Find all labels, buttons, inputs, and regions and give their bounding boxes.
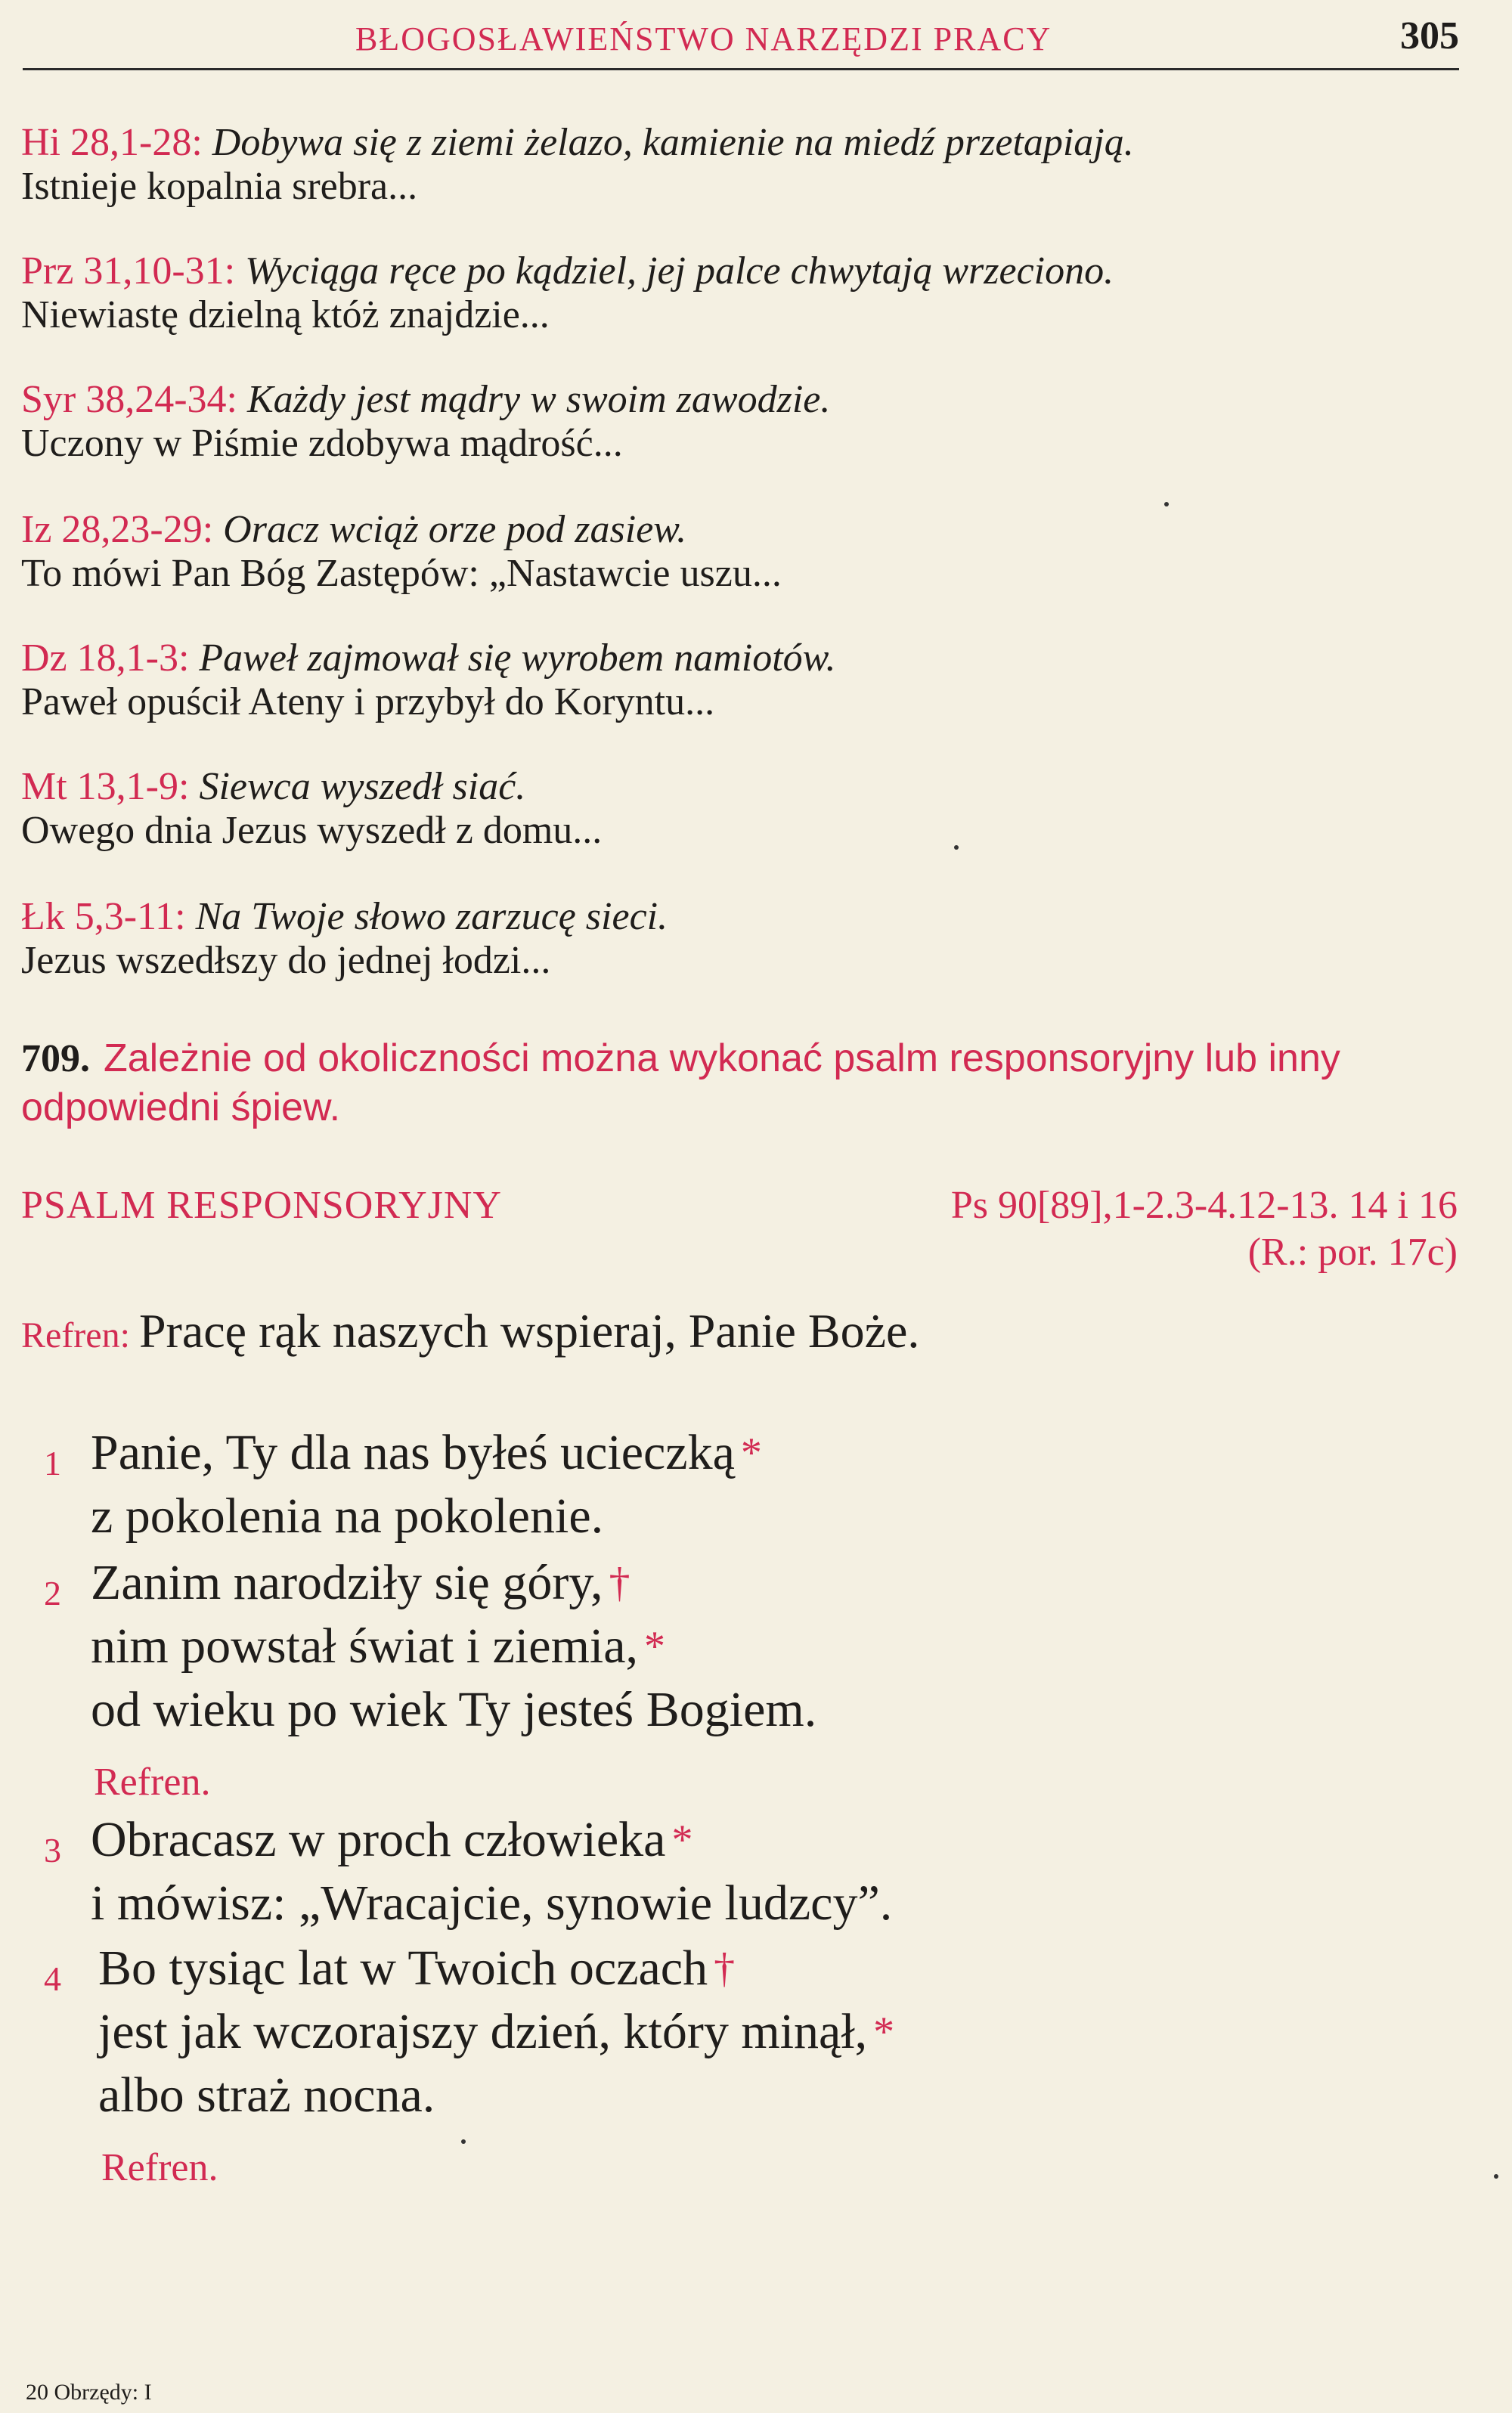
reading-item	[21, 895, 668, 983]
reading-theme: Każdy jest mądry w swoim zawodzie.	[247, 378, 831, 421]
verse-line: od wieku po wiek Ty jesteś Bogiem.	[91, 1682, 817, 1737]
reading-theme: Paweł zajmował się wyrobem namiotów.	[199, 637, 836, 680]
reading-item	[21, 508, 782, 596]
rubric-text-line1: Zależnie od okoliczności można wykonać psalm responsoryjny lub inny	[104, 1036, 1340, 1080]
running-header	[23, 8, 1459, 70]
reading-incipit: To mówi Pan Bóg Zastępów: „Nastawcie uszu...	[21, 552, 782, 595]
asterisk-mark: *	[644, 1623, 666, 1670]
reading-item	[21, 249, 1114, 337]
page-number: 305	[1400, 14, 1459, 57]
reading-reference: Hi 28,1-28:	[21, 121, 203, 164]
reading-reference: Prz 31,10-31:	[21, 249, 236, 293]
reading-theme: Oracz wciąż orze pod zasiew.	[223, 508, 687, 551]
verse-number: 2	[44, 1574, 61, 1612]
reading-incipit: Paweł opuścił Ateny i przybył do Koryntu...	[21, 680, 715, 723]
reading-incipit: Niewiastę dzielną któż znajdzie...	[21, 293, 550, 336]
refrain-short: Refren.	[101, 2146, 218, 2189]
verse-line: albo straż nocna.	[98, 2068, 435, 2123]
verse-line: i mówisz: „Wracajcie, synowie ludzcy”.	[91, 1876, 893, 1931]
rubric-text-line2: odpowiedni śpiew.	[21, 1086, 341, 1129]
verse-line: jest jak wczorajszy dzień, który minął, *	[98, 2004, 895, 2059]
dagger-mark: †	[609, 1560, 631, 1606]
reading-reference: Dz 18,1-3:	[21, 637, 190, 680]
verse-line: Zanim narodziły się góry, †	[91, 1555, 631, 1610]
scan-speck	[954, 845, 959, 850]
reading-reference: Łk 5,3-11:	[21, 895, 186, 938]
reading-incipit: Uczony w Piśmie zdobywa mądrość...	[21, 422, 623, 465]
reading-theme: Wyciąga ręce po kądziel, jej palce chwytają wrzeciono.	[245, 249, 1114, 293]
verse-line: z pokolenia na pokolenie.	[91, 1488, 604, 1544]
asterisk-mark: *	[873, 2009, 895, 2055]
reading-item	[21, 378, 830, 466]
psalm-reference-line1: Ps 90[89],1-2.3-4.12-13. 14 i 16	[950, 1184, 1458, 1227]
dagger-mark: †	[714, 1945, 736, 1992]
running-title: BŁOGOSŁAWIEŃSTWO NARZĘDZI PRACY	[355, 20, 1052, 57]
verse-line: Bo tysiąc lat w Twoich oczach †	[98, 1941, 736, 1996]
reading-incipit: Istnieje kopalnia srebra...	[21, 165, 418, 208]
verse-line: Panie, Ty dla nas byłeś ucieczką *	[91, 1425, 762, 1480]
refrain-label: Refren:	[21, 1315, 130, 1355]
psalm-reference-line2: (R.: por. 17c)	[1247, 1231, 1458, 1274]
verse-number: 1	[44, 1444, 61, 1482]
asterisk-mark: *	[740, 1430, 762, 1476]
reading-item	[21, 765, 602, 853]
scan-speck	[1494, 2174, 1498, 2179]
verse-number: 4	[44, 1959, 61, 1998]
verse-line: nim powstał świat i ziemia, *	[91, 1618, 666, 1674]
reading-incipit: Jezus wszedłszy do jednej łodzi...	[21, 939, 551, 982]
psalm-reference	[951, 1182, 1458, 1276]
asterisk-mark: *	[671, 1817, 693, 1863]
reading-incipit: Owego dnia Jezus wyszedł z domu...	[21, 809, 603, 852]
reading-theme: Siewca wyszedł siać.	[199, 765, 526, 808]
rubric-number: 709.	[21, 1037, 90, 1080]
reading-item	[21, 637, 836, 724]
reading-item	[21, 121, 1134, 209]
refrain-short: Refren.	[94, 1761, 211, 1804]
reading-theme: Na Twoje słowo zarzucę sieci.	[195, 895, 668, 938]
psalm-title: PSALM RESPONSORYJNY	[21, 1184, 502, 1227]
reading-reference: Iz 28,23-29:	[21, 508, 214, 551]
verse-line: Obracasz w proch człowieka *	[91, 1812, 693, 1867]
reading-theme: Dobywa się z ziemi żelazo, kamienie na miedź przetapiają.	[212, 121, 1134, 164]
reading-reference: Syr 38,24-34:	[21, 378, 237, 421]
reading-reference: Mt 13,1-9:	[21, 765, 190, 808]
refrain	[21, 1303, 919, 1359]
verse-number: 3	[44, 1831, 61, 1869]
scan-speck	[461, 2139, 466, 2144]
refrain-text: Pracę rąk naszych wspieraj, Panie Boże.	[138, 1304, 920, 1358]
rubric-note	[21, 1034, 1458, 1132]
printer-signature: 20 Obrzędy: I	[26, 2380, 152, 2405]
scan-speck	[1164, 502, 1169, 506]
